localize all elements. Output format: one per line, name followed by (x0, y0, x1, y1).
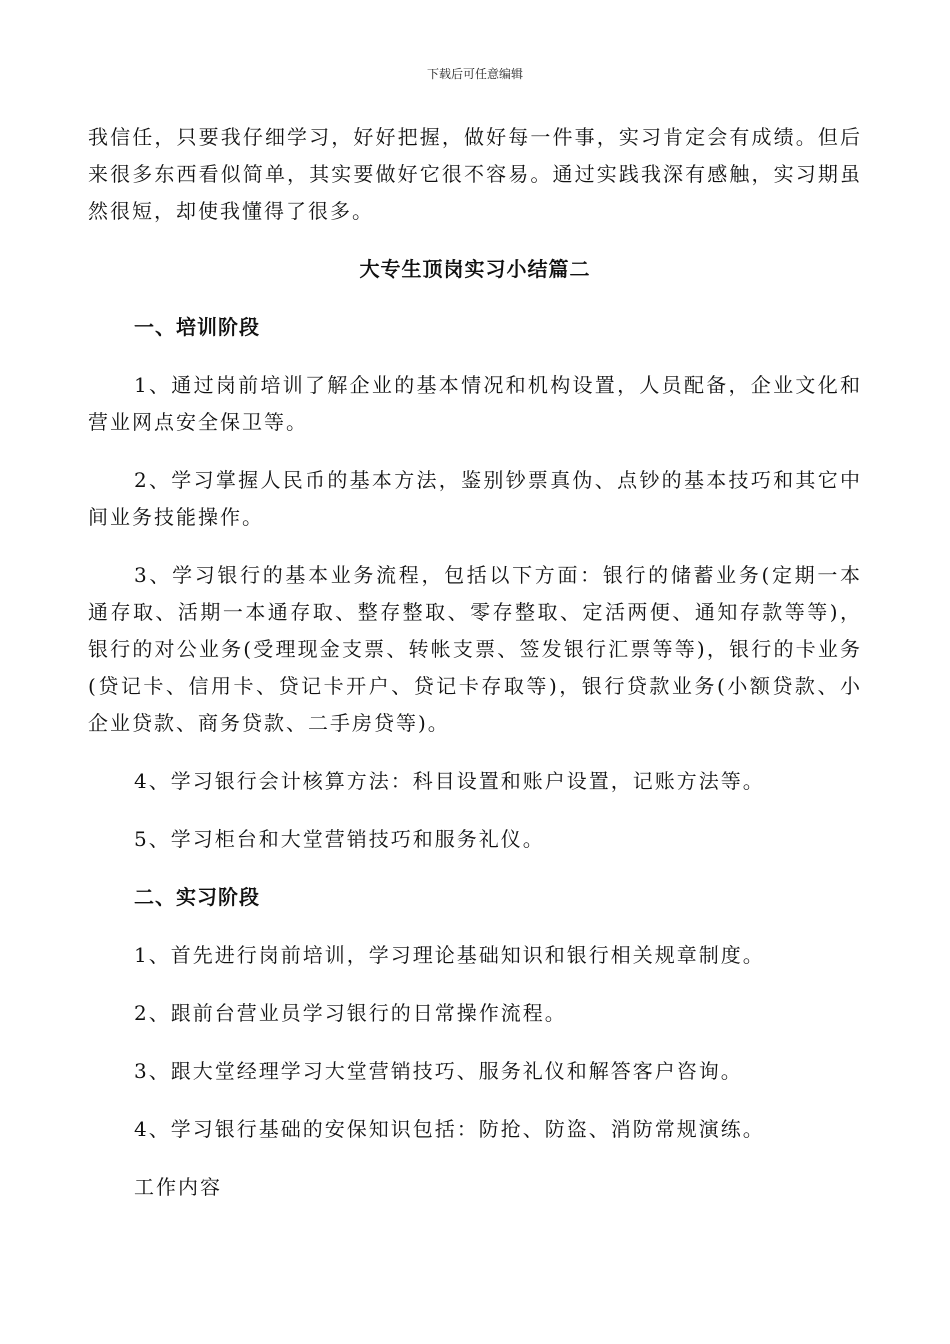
internship-item-1: 1、首先进行岗前培训，学习理论基础知识和银行相关规章制度。 (134, 943, 765, 967)
section-heading-training: 一、培训阶段 (134, 315, 260, 339)
training-item-3: 3、学习银行的基本业务流程，包括以下方面：银行的储蓄业务(定期一本通存取、活期一本通存取、整存整取、零存整取、定活两便、通知存款等等)，银行的对公业务(受理现金支票、转帐支票、签发银行汇票等等)，银行的卡业务(贷记卡、信用卡、贷记卡开户、贷记卡存取等)，银行贷款业务(小额贷款、小企业贷款、商务贷款、二手房贷等)。 (88, 563, 862, 735)
training-item-2: 2、学习掌握人民币的基本方法，鉴别钞票真伪、点钞的基本技巧和其它中间业务技能操作。 (88, 468, 862, 529)
internship-item-3: 3、跟大堂经理学习大堂营销技巧、服务礼仪和解答客户咨询。 (134, 1059, 743, 1083)
page-header: 下载后可任意编辑 (426, 67, 523, 81)
closing-text: 工作内容 (134, 1175, 222, 1199)
document-body (88, 119, 862, 1206)
training-item-5: 5、学习柜台和大堂营销技巧和服务礼仪。 (134, 827, 545, 851)
section-title: 大专生顶岗实习小结篇二 (359, 257, 591, 281)
training-item-1: 1、通过岗前培训了解企业的基本情况和机构设置，人员配备，企业文化和营业网点安全保卫等。 (88, 373, 862, 434)
internship-item-4: 4、学习银行基础的安保知识包括：防抢、防盗、消防常规演练。 (134, 1117, 765, 1141)
internship-item-2: 2、跟前台营业员学习银行的日常操作流程。 (134, 1001, 567, 1025)
section-heading-internship: 二、实习阶段 (134, 885, 260, 909)
intro-paragraph: 我信任，只要我仔细学习，好好把握，做好每一件事，实习肯定会有成绩。但后来很多东西看似简单，其实要做好它很不容易。通过实践我深有感触，实习期虽然很短，却使我懂得了很多。 (88, 125, 862, 223)
training-item-4: 4、学习银行会计核算方法：科目设置和账户设置，记账方法等。 (134, 769, 765, 793)
